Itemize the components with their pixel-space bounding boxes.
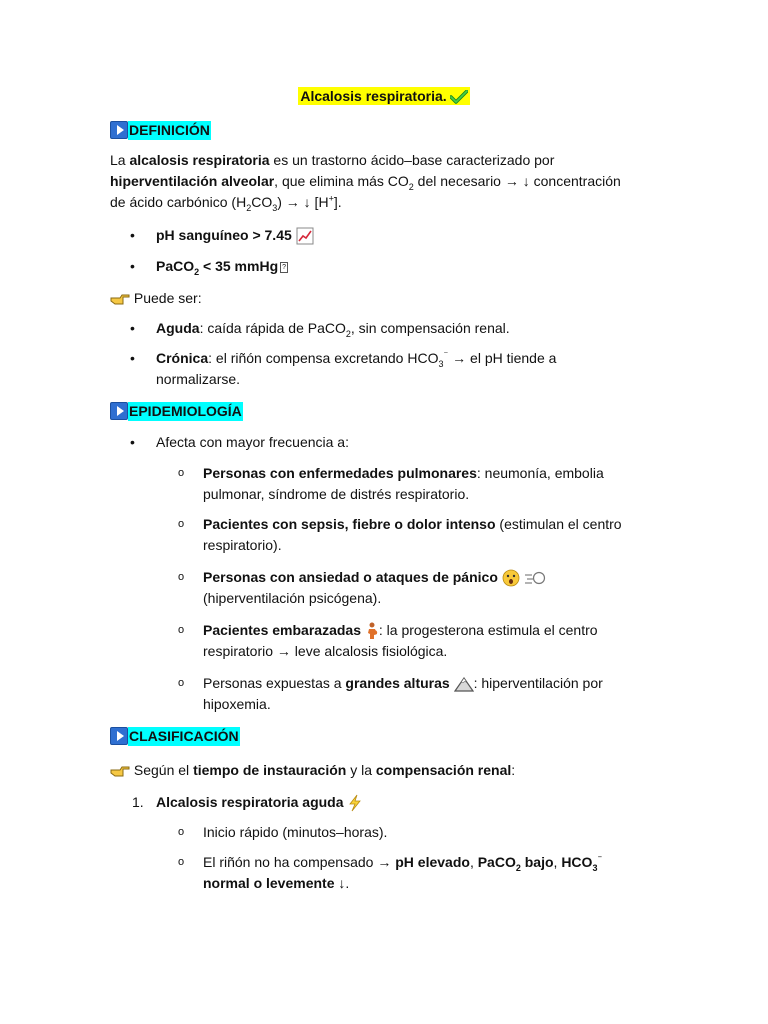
bullet-dot: •	[130, 227, 135, 243]
section-epidemiologia	[110, 401, 243, 421]
sub-bullet: o	[178, 677, 185, 689]
section-heading: EPIDEMIOLOGÍA	[129, 402, 242, 419]
play-button-icon	[110, 121, 128, 139]
list-item: PaCO$_2$ < 35 mmHg ?	[156, 256, 636, 277]
sub-bullet: o	[178, 467, 185, 479]
document-title-text: Alcalosis respiratoria.	[300, 88, 447, 104]
mountain-icon	[454, 676, 474, 692]
puede-ser-line: Puede ser:	[110, 288, 655, 309]
bullet-dot: •	[130, 258, 135, 274]
pointing-hand-icon	[110, 764, 130, 778]
sub-bullet: o	[178, 624, 185, 636]
sub-bullet: o	[178, 571, 185, 583]
title-row	[0, 87, 768, 106]
section-heading: CLASIFICACIÓN	[129, 727, 239, 744]
clasificacion-intro: Según el tiempo de instauración y la compensación renal:	[110, 760, 655, 781]
play-button-icon	[110, 402, 128, 420]
sub-item: El riñón no ha compensado → pH elevado, PaCO$_2$ bajo, $HCO_3^{^-}$ normal o levemente ↓.	[203, 853, 603, 891]
section-definicion	[110, 120, 211, 140]
bullet-dot: •	[130, 320, 135, 336]
list-item-aguda: Aguda: caída rápida de PaCO$_2$, sin compensación renal.	[156, 320, 510, 339]
lightning-icon	[347, 794, 363, 812]
list-item: pH sanguíneo > 7.45	[156, 225, 636, 246]
dashing-away-icon	[524, 570, 546, 586]
sub-item: Personas expuestas a grandes alturas : hiperventilación por hipoxemia.	[203, 675, 603, 712]
sub-bullet: o	[178, 826, 185, 838]
numbered-item: Alcalosis respiratoria aguda	[156, 792, 636, 813]
list-item-cronica: Crónica: el riñón compensa excretando $HCO_3^{^-}$ → el pH tiende a normalizarse.	[156, 349, 557, 387]
bullet-dot: •	[130, 350, 135, 366]
section-clasificacion	[110, 726, 240, 746]
section-heading: DEFINICIÓN	[129, 121, 210, 138]
check-mark-icon	[450, 90, 468, 104]
sub-item: Personas con ansiedad o ataques de pánico (hiperventilación psicógena).	[203, 567, 653, 609]
sub-item: Pacientes con sepsis, fiebre o dolor intenso (estimulan el centro respiratorio).	[203, 516, 622, 553]
sub-item: Personas con enfermedades pulmonares: neumonía, embolia pulmonar, síndrome de distrés respiratorio.	[203, 465, 604, 502]
missing-glyph-icon: ?	[280, 262, 288, 273]
pregnant-woman-icon	[365, 622, 379, 640]
definition-paragraph: La alcalosis respiratoria es un trastorno ácido–base caracterizado por hiperventilación alveolar, que elimina más $CO_2$ del necesario → ↓ concentración de ácido carbónico $(H_2CO_3)$ → ↓ [H+].	[110, 152, 621, 213]
play-button-icon	[110, 727, 128, 745]
anxious-face-icon	[502, 569, 520, 587]
pointing-hand-icon	[110, 292, 130, 306]
sub-item: Inicio rápido (minutos–horas).	[203, 824, 388, 840]
list-item: Afecta con mayor frecuencia a:	[156, 434, 349, 450]
list-number: 1.	[132, 794, 144, 810]
chart-increasing-icon	[296, 227, 314, 245]
document-title	[298, 87, 469, 105]
sub-item: Pacientes embarazadas : la progesterona estimula el centro respiratorio → leve alcalosis fisiológica.	[203, 622, 598, 659]
sub-bullet: o	[178, 518, 185, 530]
sub-bullet: o	[178, 856, 185, 868]
bullet-dot: •	[130, 434, 135, 450]
